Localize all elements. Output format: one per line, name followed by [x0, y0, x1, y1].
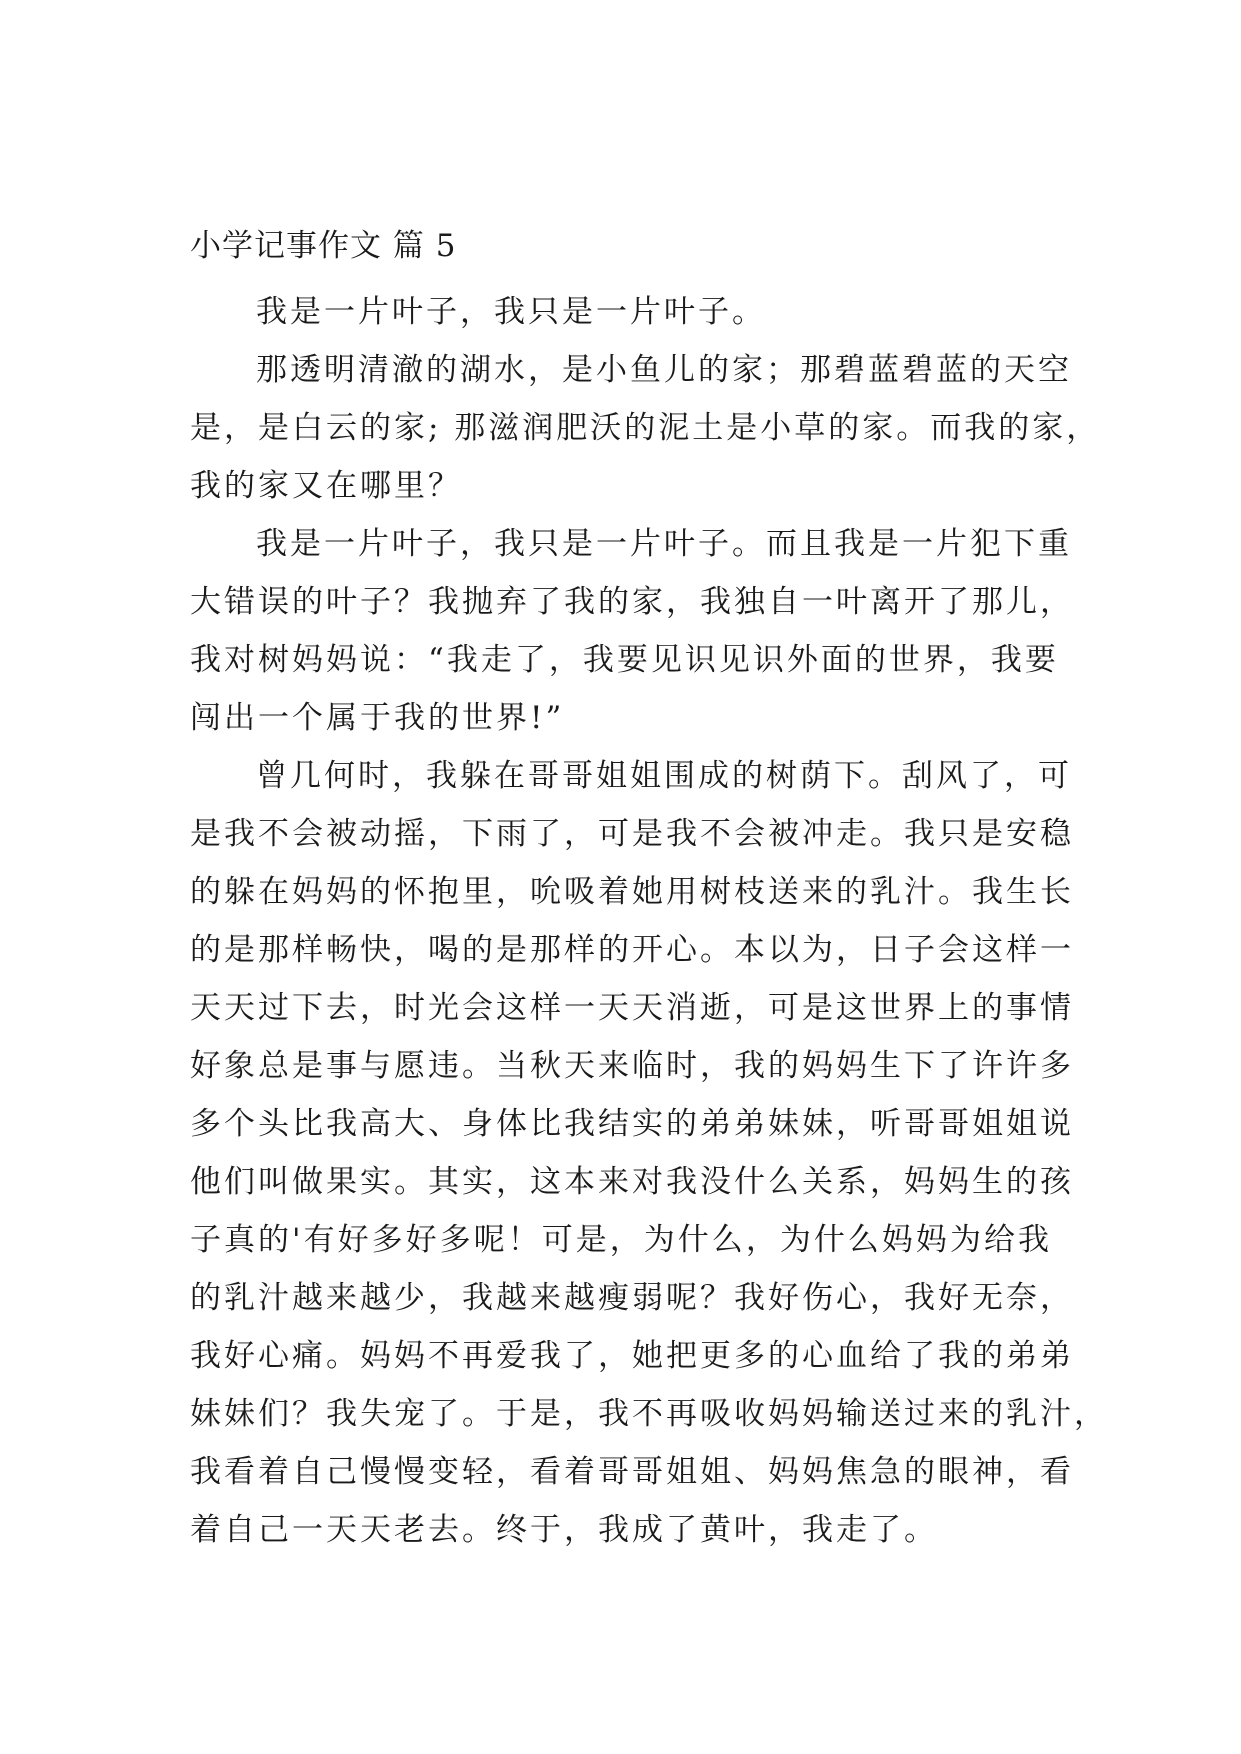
paragraph-line: 大错误的叶子？我抛弃了我的家，我独自一叶离开了那儿， [190, 584, 1074, 620]
paragraph-line: 我的家又在哪里？ [190, 468, 462, 504]
paragraph-line: 那透明清澈的湖水，是小鱼儿的家；那碧蓝碧蓝的天空 [256, 352, 1072, 388]
paragraph-line: 闯出一个属于我的世界!” [190, 700, 565, 736]
paragraph-line: 是，是白云的家; 那滋润肥沃的泥土是小草的家。而我的家， [190, 410, 1101, 446]
paragraph-line: 天天过下去，时光会这样一天天消逝，可是这世界上的事情 [190, 990, 1074, 1026]
article-body [190, 283, 1108, 1559]
paragraph-line: 我是一片叶子，我只是一片叶子。而且我是一片犯下重 [256, 526, 1072, 562]
paragraph-line: 我看着自己慢慢变轻，看着哥哥姐姐、妈妈焦急的眼神，看 [190, 1454, 1074, 1490]
paragraph-line: 是我不会被动摇，下雨了，可是我不会被冲走。我只是安稳 [190, 816, 1074, 852]
paragraph-line: 曾几何时，我躲在哥哥姐姐围成的树荫下。刮风了，可 [256, 758, 1072, 794]
paragraph-line: 着自己一天天老去。终于，我成了黄叶，我走了。 [190, 1512, 938, 1548]
paragraph-line: 子真的'有好多好多呢！可是，为什么，为什么妈妈为给我 [190, 1222, 1052, 1258]
paragraph-line: 多个头比我高大、身体比我结实的弟弟妹妹，听哥哥姐姐说 [190, 1106, 1074, 1142]
paragraph-line: 好象总是事与愿违。当秋天来临时，我的妈妈生下了许许多 [190, 1048, 1074, 1084]
paragraph-line: 妹妹们？我失宠了。于是，我不再吸收妈妈输送过来的乳汁， [190, 1396, 1108, 1432]
paragraph-line: 我是一片叶子，我只是一片叶子。 [256, 294, 766, 330]
paragraph-line: 的是那样畅快，喝的是那样的开心。本以为，日子会这样一 [190, 932, 1074, 968]
paragraph-line: 我好心痛。妈妈不再爱我了，她把更多的心血给了我的弟弟 [190, 1338, 1074, 1374]
paragraph-line: 的乳汁越来越少，我越来越瘦弱呢？我好伤心，我好无奈， [190, 1280, 1074, 1316]
paragraph-line: 我对树妈妈说：“我走了，我要见识见识外面的世界，我要 [190, 642, 1059, 678]
paragraph-line: 他们叫做果实。其实，这本来对我没什么关系，妈妈生的孩 [190, 1164, 1074, 1200]
paragraph-line: 的躲在妈妈的怀抱里，吮吸着她用树枝送来的乳汁。我生长 [190, 874, 1074, 910]
document-title: 小学记事作文 篇 5 [190, 228, 457, 264]
